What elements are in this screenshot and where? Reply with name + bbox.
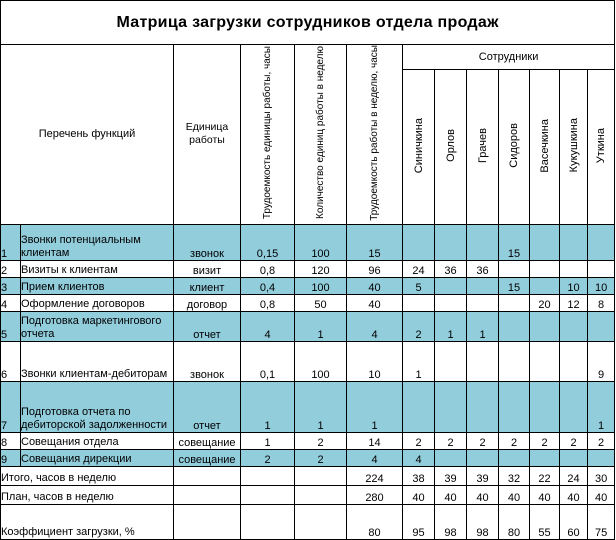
employee-hours: 2 (403, 432, 435, 449)
employee-hours: 24 (403, 260, 435, 277)
table-row (1, 277, 615, 294)
function-name: Визиты к клиентам (21, 260, 174, 277)
employee-hours: 2 (499, 432, 530, 449)
work-unit: отчет (174, 381, 241, 432)
function-name: Подготовка маркетингового отчета (21, 311, 174, 341)
units-per-week: 2 (295, 432, 347, 449)
units-per-week: 50 (295, 294, 347, 311)
employee-hours: 8 (588, 294, 615, 311)
labor-per-week: 96 (347, 260, 403, 277)
employee-summary-value: 95 (403, 504, 435, 539)
employee-summary-value: 60 (560, 504, 588, 539)
header-quantity-text: Количество единиц работы в неделю (314, 46, 326, 220)
units-per-week: 1 (295, 381, 347, 432)
employee-hours (530, 224, 560, 260)
labor-per-week: 4 (347, 311, 403, 341)
employee-summary-value: 39 (467, 466, 499, 485)
employee-summary-value: 80 (499, 504, 530, 539)
employee-hours: 10 (588, 277, 615, 294)
table-row (1, 311, 615, 341)
units-per-week: 100 (295, 277, 347, 294)
labor-per-unit: 0,8 (241, 260, 295, 277)
employee-summary-value: 32 (499, 466, 530, 485)
employee-hours (435, 224, 467, 260)
employee-summary-value: 40 (588, 485, 615, 504)
employee-name: Кукушкина (567, 118, 580, 173)
empty-cell (241, 485, 295, 504)
summary-row (1, 504, 615, 539)
row-number: 8 (1, 432, 21, 449)
empty-cell (241, 466, 295, 485)
employee-hours: 2 (560, 432, 588, 449)
labor-per-week: 4 (347, 449, 403, 466)
employee-hours (588, 224, 615, 260)
empty-cell (295, 466, 347, 485)
header-employee (499, 70, 530, 225)
employee-hours: 10 (560, 277, 588, 294)
empty-cell (295, 485, 347, 504)
employee-hours (560, 311, 588, 341)
labor-per-week: 40 (347, 294, 403, 311)
work-unit: отчет (174, 311, 241, 341)
header-employee (588, 70, 615, 225)
labor-per-unit: 4 (241, 311, 295, 341)
header-labor-week (347, 45, 403, 225)
summary-week-total: 224 (347, 466, 403, 485)
employee-hours: 1 (467, 311, 499, 341)
units-per-week: 1 (295, 311, 347, 341)
employee-summary-value: 38 (403, 466, 435, 485)
employee-hours (499, 341, 530, 381)
title-row (1, 1, 615, 45)
empty-cell (241, 504, 295, 539)
table-row (1, 449, 615, 466)
employee-hours: 1 (435, 311, 467, 341)
employee-hours (435, 277, 467, 294)
work-unit: клиент (174, 277, 241, 294)
employee-summary-value: 40 (435, 485, 467, 504)
employee-hours (560, 449, 588, 466)
employee-hours (435, 294, 467, 311)
employee-summary-value: 30 (588, 466, 615, 485)
row-number: 3 (1, 277, 21, 294)
employee-hours (560, 381, 588, 432)
employee-hours (588, 260, 615, 277)
employee-hours (467, 449, 499, 466)
row-number: 5 (1, 311, 21, 341)
employee-hours (435, 381, 467, 432)
employee-hours (560, 341, 588, 381)
employee-summary-value: 55 (530, 504, 560, 539)
row-number: 2 (1, 260, 21, 277)
header-functions: Перечень функций (1, 45, 174, 225)
matrix-body (1, 1, 615, 540)
employee-hours: 2 (435, 432, 467, 449)
employee-hours (499, 294, 530, 311)
employee-hours: 5 (403, 277, 435, 294)
employee-hours: 9 (588, 341, 615, 381)
labor-per-unit: 2 (241, 449, 295, 466)
header-employee (467, 70, 499, 225)
summary-label: Итого, часов в неделю (1, 466, 174, 485)
header-employee (530, 70, 560, 225)
employee-hours (467, 277, 499, 294)
employee-hours (530, 260, 560, 277)
employee-name: Синичкина (412, 117, 425, 174)
labor-per-unit: 0,15 (241, 224, 295, 260)
employee-name: Грачев (476, 127, 489, 163)
row-number: 1 (1, 224, 21, 260)
row-number: 9 (1, 449, 21, 466)
employee-hours (435, 341, 467, 381)
header-labor (241, 45, 295, 225)
employee-summary-value: 24 (560, 466, 588, 485)
employee-summary-value: 75 (588, 504, 615, 539)
header-unit: Единица работы (174, 45, 241, 225)
work-unit: звонок (174, 224, 241, 260)
function-name: Совещания дирекции (21, 449, 174, 466)
labor-per-week: 14 (347, 432, 403, 449)
employee-hours: 2 (530, 432, 560, 449)
employee-summary-value: 40 (467, 485, 499, 504)
employee-name: Уткина (595, 127, 608, 164)
employee-hours (403, 381, 435, 432)
units-per-week: 100 (295, 224, 347, 260)
summary-label: План, часов в неделю (1, 485, 174, 504)
summary-week-total: 80 (347, 504, 403, 539)
employee-hours: 2 (467, 432, 499, 449)
table-row (1, 381, 615, 432)
employee-hours (530, 381, 560, 432)
employee-hours (560, 260, 588, 277)
employee-hours: 15 (499, 277, 530, 294)
labor-per-unit: 1 (241, 432, 295, 449)
function-name: Звонки потенциальным клиентам (21, 224, 174, 260)
employee-hours (530, 449, 560, 466)
employee-hours: 36 (467, 260, 499, 277)
table-title: Матрица загрузки сотрудников отдела продаж (1, 1, 615, 45)
employee-hours (499, 311, 530, 341)
labor-per-week: 1 (347, 381, 403, 432)
employee-hours (530, 311, 560, 341)
labor-per-unit: 0,4 (241, 277, 295, 294)
labor-per-unit: 0,8 (241, 294, 295, 311)
function-name: Подготовка отчета по дебиторской задолженности (21, 381, 174, 432)
employee-hours: 36 (435, 260, 467, 277)
employee-summary-value: 40 (560, 485, 588, 504)
empty-cell (174, 485, 241, 504)
employee-hours (467, 294, 499, 311)
employee-name: Орлов (444, 129, 457, 162)
row-number: 6 (1, 341, 21, 381)
employee-hours (588, 449, 615, 466)
employee-hours (588, 311, 615, 341)
units-per-week: 100 (295, 341, 347, 381)
summary-row (1, 466, 615, 485)
header-employee (403, 70, 435, 225)
employee-summary-value: 40 (403, 485, 435, 504)
employee-summary-value: 98 (467, 504, 499, 539)
work-unit: договор (174, 294, 241, 311)
empty-cell (174, 504, 241, 539)
employee-name: Сидоров (508, 123, 520, 168)
employee-summary-value: 98 (435, 504, 467, 539)
empty-cell (174, 466, 241, 485)
empty-cell (295, 504, 347, 539)
table-row (1, 294, 615, 311)
header-employees-group: Сотрудники (403, 45, 615, 70)
employee-hours: 1 (403, 341, 435, 381)
header-quantity (295, 45, 347, 225)
table-row (1, 260, 615, 277)
work-unit: совещание (174, 449, 241, 466)
employee-hours (435, 449, 467, 466)
labor-per-week: 10 (347, 341, 403, 381)
work-unit: звонок (174, 341, 241, 381)
work-unit: визит (174, 260, 241, 277)
labor-per-week: 15 (347, 224, 403, 260)
row-number: 7 (1, 381, 21, 432)
employee-hours (560, 224, 588, 260)
table-row (1, 224, 615, 260)
employee-hours (499, 449, 530, 466)
header-labor-week-text: Трудоемкость работы в неделю, часы (368, 45, 380, 221)
header-employee (435, 70, 467, 225)
function-name: Звонки клиентам-дебиторам (21, 341, 174, 381)
employee-hours (467, 381, 499, 432)
employee-summary-value: 40 (499, 485, 530, 504)
summary-label: Коэффициент загрузки, % (1, 504, 174, 539)
employee-hours: 1 (588, 381, 615, 432)
employee-hours: 2 (403, 311, 435, 341)
units-per-week: 2 (295, 449, 347, 466)
summary-week-total: 280 (347, 485, 403, 504)
header-labor-text: Трудоемкость единицы работы, часы (261, 46, 273, 220)
table-row (1, 432, 615, 449)
function-name: Совещания отдела (21, 432, 174, 449)
employee-hours (499, 260, 530, 277)
employee-hours: 4 (403, 449, 435, 466)
employee-hours: 12 (560, 294, 588, 311)
employee-summary-value: 40 (530, 485, 560, 504)
row-number: 4 (1, 294, 21, 311)
employee-hours (499, 381, 530, 432)
employee-hours (530, 277, 560, 294)
employee-name: Васечкина (538, 118, 551, 173)
employee-hours: 20 (530, 294, 560, 311)
employee-hours (467, 341, 499, 381)
labor-per-week: 40 (347, 277, 403, 294)
table-row (1, 341, 615, 381)
work-unit: совещание (174, 432, 241, 449)
summary-row (1, 485, 615, 504)
labor-per-unit: 1 (241, 381, 295, 432)
header-employee (560, 70, 588, 225)
employee-hours (530, 341, 560, 381)
employee-hours: 15 (499, 224, 530, 260)
units-per-week: 120 (295, 260, 347, 277)
labor-per-unit: 0,1 (241, 341, 295, 381)
function-name: Оформление договоров (21, 294, 174, 311)
employee-hours (403, 224, 435, 260)
employee-hours (467, 224, 499, 260)
header-row-1 (1, 45, 615, 70)
function-name: Прием клиентов (21, 277, 174, 294)
employee-hours (403, 294, 435, 311)
employee-hours: 2 (588, 432, 615, 449)
employee-summary-value: 22 (530, 466, 560, 485)
employee-summary-value: 39 (435, 466, 467, 485)
